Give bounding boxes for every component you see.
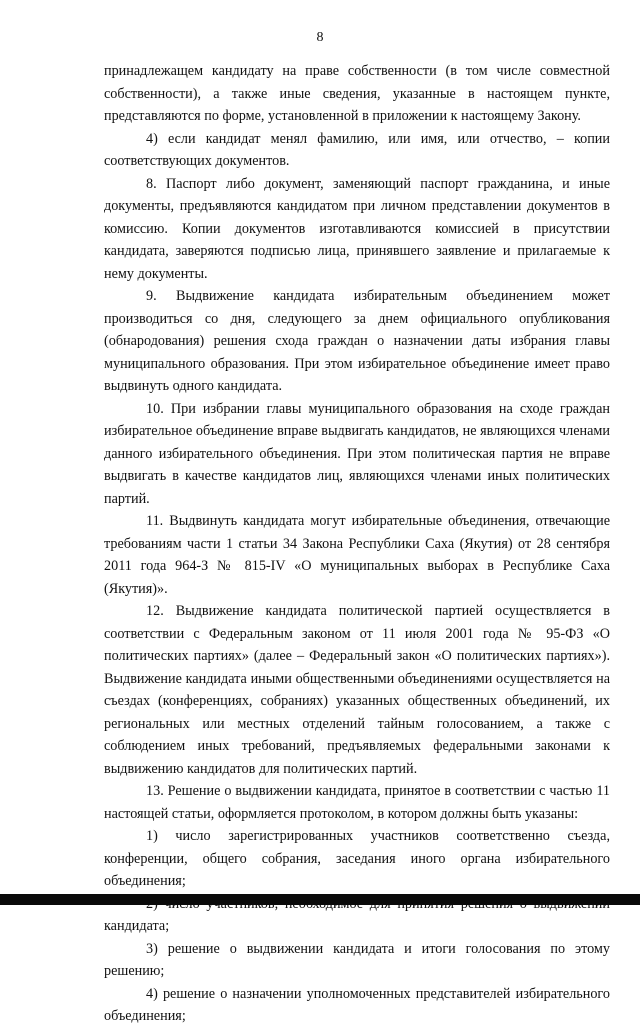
paragraph-9: 9. Выдвижение кандидата избирательным объединением может производиться со дня, следующего за днем официального опубликования (обнародования) решения схода граждан о назначении даты избрания главы муниципального образования. При этом избирательное объединение имеет право выдвинуть одного кандидата. xyxy=(104,288,610,394)
paragraph-12: 12. Выдвижение кандидата политической партией осуществляется в соответствии с Федеральным законом от 11 июля 2001 года № 95-ФЗ «О политических партиях» (далее – Федеральный закон «О политических партиях»). Выдвижение кандидата иными общественными объединениями осуществляется на съездах (конференциях, собраниях) указанных общественных объединений, их региональных или местных отделений тайным голосованием, а также с соблюдением иных требований, предъявляемых федеральными законами к выдвижению кандидатов для политических партий. xyxy=(104,603,610,777)
document-body xyxy=(104,60,610,1028)
paragraph-13: 13. Решение о выдвижении кандидата, принятое в соответствии с частью 11 настоящей статьи, оформляется протоколом, в котором должны быть указаны: xyxy=(104,783,610,822)
paragraph-13-item-3: 3) решение о выдвижении кандидата и итоги голосования по этому решению; xyxy=(104,940,610,979)
paragraph-11: 11. Выдвинуть кандидата могут избирательные объединения, отвечающие требованиям части 1 статьи 34 Закона Республики Саха (Якутия) от 28 сентября 2011 года 964-З № 815-IV «О муниципальных выборах в Республике Саха (Якутия)». xyxy=(104,513,610,597)
page-number: 8 xyxy=(316,30,324,45)
paragraph-13-item-1: 1) число зарегистрированных участников соответственно съезда, конференции, общего собрания, заседания иного органа избирательного объединения; xyxy=(104,828,610,889)
paragraph-8: 8. Паспорт либо документ, заменяющий паспорт гражданина, и иные документы, предъявляются кандидатом при личном представлении документов в комиссию. Копии документов изготавливаются комиссией в присутствии кандидата, заверяются подписью лица, принявшего заявление и прилагаемые к нему документы. xyxy=(104,175,610,282)
paragraph-13-item-2: кандидата; xyxy=(104,918,170,934)
paragraph-item-4: 4) если кандидат менял фамилию, или имя, или отчество, – копии соответствующих документов. xyxy=(104,130,610,169)
scan-bottom-edge xyxy=(0,894,640,905)
paragraph-continuation: принадлежащем кандидату на праве собственности (в том числе совместной собственности), а также иные сведения, указанные в настоящем пункте, представляются по форме, установленной в приложении к настоящему Закону. xyxy=(104,63,610,124)
paragraph-10: 10. При избрании главы муниципального образования на сходе граждан избирательное объединение вправе выдвигать кандидатов, не являющихся членами данного избирательного объединения. При этом политическая партия не вправе выдвигать в качестве кандидатов лиц, являющихся членами иных политических партий. xyxy=(104,400,610,507)
paragraph-13-item-4: 4) решение о назначении уполномоченных представителей избирательного объединения; xyxy=(104,985,610,1024)
